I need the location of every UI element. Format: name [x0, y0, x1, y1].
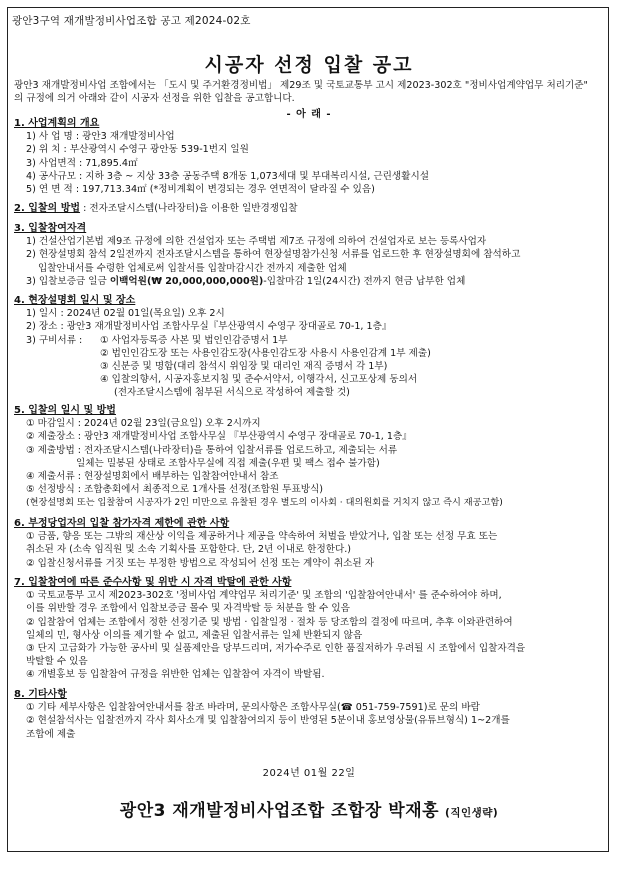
list-item: ④ 제출서류 : 현장설명회에서 배부하는 입찰참여안내서 참조 — [26, 471, 279, 483]
list-item: ② 입찰참여 업체는 조합에서 정한 선정기준 및 방법 · 입찰일정 · 절차 등 당조합의 결정에 따르며, 추후 이와관련하여 — [26, 616, 513, 628]
list-item: ② 입찰신청서류를 거짓 또는 부정한 방법으로 작성되어 선정 또는 계약이 취소된 자 — [26, 557, 374, 569]
section-disqualification — [14, 517, 604, 570]
section-briefing-session — [14, 294, 604, 400]
notice-date: 2024년 01월 22일 — [262, 768, 356, 779]
list-item: ① 사업자등록증 사본 및 법인인감증명서 1부 — [100, 334, 288, 346]
section-project-overview — [14, 117, 604, 196]
list-item: ① 기타 세부사항은 입찰참여안내서를 참조 바라며, 문의사항은 조합사무실(☎ 051-759-7591)로 문의 바람 — [26, 702, 480, 714]
section-heading: 3. 입찰참여자격 — [14, 223, 87, 234]
list-item-continued: 취소된 자 (소속 임직원 및 소속 기획사를 포함한다. 단, 2년 이내로 한정한다.) — [26, 544, 352, 556]
list-item-continued: 이를 위반할 경우 조합에서 입찰보증금 몰수 및 자격박탈 등 처분을 할 수 있음 — [26, 603, 350, 615]
section-heading: 2. 입찰의 방법 — [14, 203, 81, 214]
bid-method-text: : 전자조달시스템(나라장터)을 이용한 일반경쟁입찰 — [80, 203, 298, 214]
list-item: 1) 일시 : 2024년 02월 01일(목요일) 오후 2시 — [26, 308, 225, 320]
list-item: ③ 제출방법 : 전자조달시스템(나라장터)을 통하여 입찰서류를 업로드하고, 제출되는 서류 — [26, 444, 398, 456]
list-item: ④ 개별홍보 등 입찰참여 규정을 위반한 업체는 입찰참여 자격이 박탈됨. — [26, 669, 325, 681]
list-item: ① 마감일시 : 2024년 02월 23일(금요일) 오후 2시까지 — [26, 418, 261, 430]
list-item: 2) 현장설명회 참석 2일전까지 전자조달시스템을 통하여 현장설명참가신청 서류를 업로드한 후 현장설명회에 참석하고 — [26, 249, 521, 261]
list-item: 1) 건설산업기본법 제9조 규정에 의한 건설업자 또는 주택법 제7조 규정에 의하여 건설업자로 보는 등록사업자 — [26, 236, 487, 248]
seal-note: (직인생략) — [445, 807, 499, 819]
selection-note: (현장설명회 또는 입찰참여 시공자가 2인 미만으로 유찰된 경우 별도의 이사회 · 대의원회를 거치지 않고 즉시 재공고함) — [26, 497, 503, 509]
required-docs-label: 3) 구비서류 : — [26, 334, 83, 346]
section-heading: 1. 사업계획의 개요 — [14, 118, 100, 129]
list-item: ③ 단지 고급화가 가능한 공사비 및 실품제안을 당부드리며, 저가수주로 인한 품질저하가 우려될 시 조합에서 입찰자격을 — [26, 643, 526, 655]
list-item: ① 금품, 향응 또는 그밖의 재산상 이익을 제공하거나 제공을 약속하여 처벌을 받았거나, 입찰 또는 선정 무효 또는 — [26, 531, 498, 543]
list-item: 3) 사업면적 : 71,895.4㎡ — [26, 157, 138, 169]
section-heading: 4. 현장설명회 일시 및 장소 — [14, 295, 136, 306]
intro-paragraph: 광안3 재개발정비사업 조합에서는 「도시 및 주거환경정비법」 제29조 및 국토교통부 고시 제2023-302호 "정비사업계약업무 처리기준" 의 규정에 의거 아래와 같이 시공자 선정을 위한 입찰을 공고합니다. — [14, 80, 588, 104]
list-item-continued: 조합에 제출 — [26, 728, 76, 740]
list-item: 4) 공사규모 : 지하 3층 ~ 지상 33층 공동주택 8개동 1,073세대 및 부대복리시설, 근린생활시설 — [26, 170, 429, 182]
list-item: ⑤ 선정방식 : 조합총회에서 최종적으로 1개사를 선정(조합원 투표방식) — [26, 484, 323, 496]
list-item: ② 법인인감도장 또는 사용인감도장(사용인감도장 사용시 사용인감계 1부 제출) — [100, 347, 431, 359]
section-heading: 5. 입찰의 일시 및 방법 — [14, 405, 116, 416]
list-item-continued: 일체는 밀봉된 상태로 조합사무실에 직접 제출(우편 및 팩스 접수 불가함) — [76, 457, 380, 469]
below-marker: - 아 래 - — [286, 109, 332, 120]
section-heading: 7. 입찰참여에 따른 준수사항 및 위반 시 자격 박탈에 관한 사항 — [14, 577, 292, 588]
list-item: 2) 위 치 : 부산광역시 수영구 광안동 539-1번지 일원 — [26, 144, 249, 156]
list-item: ② 현설참석사는 입찰전까지 각사 회사소개 및 입찰참여의지 등이 반영된 5분이내 홍보영상물(유튜브형식) 1~2개를 — [26, 715, 510, 727]
section-heading: 6. 부정당업자의 입찰 참가자격 제한에 관한 사항 — [14, 518, 230, 529]
signature: 광안3 재개발정비사업조합 조합장 박재홍 — [119, 801, 440, 821]
section-compliance — [14, 576, 604, 682]
deposit-amount: 이백억원(₩ 20,000,000,000원) — [109, 275, 264, 287]
list-item: ③ 신분증 및 명함(대리 참석시 위임장 및 대리인 재직 증명서 각 1부) — [100, 361, 388, 373]
signature-line — [0, 796, 618, 821]
list-item-continued: 박탈할 수 있음 — [26, 656, 88, 668]
section-bid-schedule — [14, 404, 604, 510]
list-item: ② 제출장소 : 광안3 재개발정비사업 조합사무실 『부산광역시 수영구 장대골로 70-1, 1층』 — [26, 431, 412, 443]
deposit-label: 3) 입찰보증금 일금 — [26, 275, 110, 287]
list-item-continued: 일체의 민, 형사상 이의를 제기할 수 없고, 제출된 입찰서류는 일체 반환되지 않음 — [26, 629, 363, 641]
list-item: 5) 연 면 적 : 197,713.34㎡ (*정비계획이 변경되는 경우 연면적이 달라질 수 있음) — [26, 184, 375, 196]
notice-number: 광안3구역 재개발정비사업조합 공고 제2024-02호 — [12, 15, 251, 27]
list-item: 2) 장소 : 광안3 재개발정비사업 조합사무실『부산광역시 수영구 장대골로 70-1, 1층』 — [26, 321, 392, 333]
page-title: 시공자 선정 입찰 공고 — [204, 54, 414, 76]
section-other — [14, 688, 604, 741]
list-item — [14, 275, 604, 288]
section-bid-method — [14, 202, 604, 215]
required-docs-note: (전자조달시스템에 첨부된 서식으로 작성하여 제출할 것) — [114, 387, 350, 399]
list-item: ① 국토교통부 고시 제2023-302호 '정비사업 계약업무 처리기준' 및 조합의 '입찰참여안내서' 를 준수하여야 하며, — [26, 590, 502, 602]
section-heading: 8. 기타사항 — [14, 689, 67, 700]
list-item: ④ 입찰의향서, 시공자홍보지침 및 준수서약서, 이행각서, 신고포상제 동의서 — [100, 374, 418, 386]
section-eligibility — [14, 222, 604, 288]
deposit-deadline: -입찰마감 1일(24시간) 전까지 현금 납부한 업체 — [263, 275, 466, 287]
list-item: 1) 사 업 명 : 광안3 재개발정비사업 — [26, 131, 175, 143]
list-item-continued: 입찰안내서를 수령한 업체로써 입찰서를 입찰마감시간 전까지 제출한 업체 — [38, 262, 347, 274]
